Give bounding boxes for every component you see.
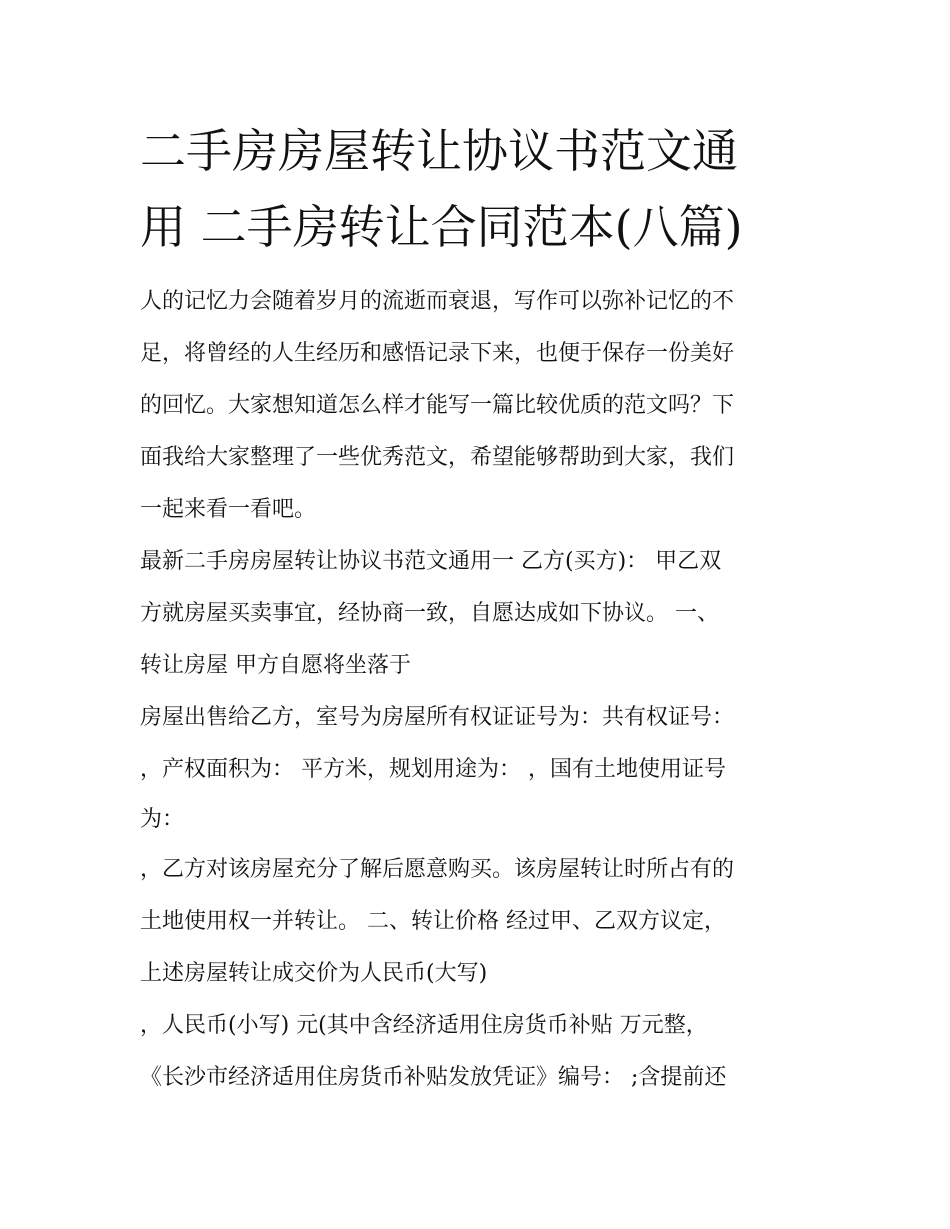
body-line-10: ，产权面积为： 平方米，规划用途为： ，国有土地使用证号: [140, 757, 726, 782]
body-line-5: 一起来看一看吧。: [140, 497, 317, 522]
body-line-7: 方就房屋买卖事宜，经协商一致，自愿达成如下协议。 一、: [140, 601, 719, 626]
body-line-4: 面我给大家整理了一些优秀范文，希望能够帮助到大家，我们: [140, 445, 735, 470]
body-line-12: ，乙方对该房屋充分了解后愿意购买。该房屋转让时所占有的: [140, 857, 735, 882]
body-line-2: 足，将曾经的人生经历和感悟记录下来，也便于保存一份美好: [140, 341, 735, 366]
document-body: [140, 276, 830, 1104]
body-line-1: 人的记忆力会随着岁月的流逝而衰退，写作可以弥补记忆的不: [140, 289, 735, 314]
body-line-11: 为：: [140, 807, 185, 832]
body-line-15: ，人民币(小写) 元(其中含经济适用住房货币补贴 万元整，: [140, 1013, 708, 1038]
body-line-8: 转让房屋 甲方自愿将坐落于: [140, 653, 411, 678]
body-line-16: 《长沙市经济适用住房货币补贴发放凭证》编号： ;含提前还: [140, 1065, 727, 1090]
title-line-2: 用 二手房转让合同范本(八篇): [140, 200, 743, 254]
body-line-3: 的回忆。大家想知道怎么样才能写一篇比较优质的范文吗？下: [140, 393, 735, 418]
body-line-6: 最新二手房房屋转让协议书范文通用一 乙方(买方)： 甲乙双: [140, 549, 722, 574]
body-line-13: 土地使用权一并转让。 二、转让价格 经过甲、乙双方议定，: [140, 909, 726, 934]
body-line-9: 房屋出售给乙方，室号为房屋所有权证证号为：共有权证号：: [140, 705, 735, 730]
document-title: [140, 113, 840, 265]
body-line-14: 上述房屋转让成交价为人民币(大写): [140, 961, 488, 986]
title-line-1: 二手房房屋转让协议书范文通: [140, 124, 738, 178]
